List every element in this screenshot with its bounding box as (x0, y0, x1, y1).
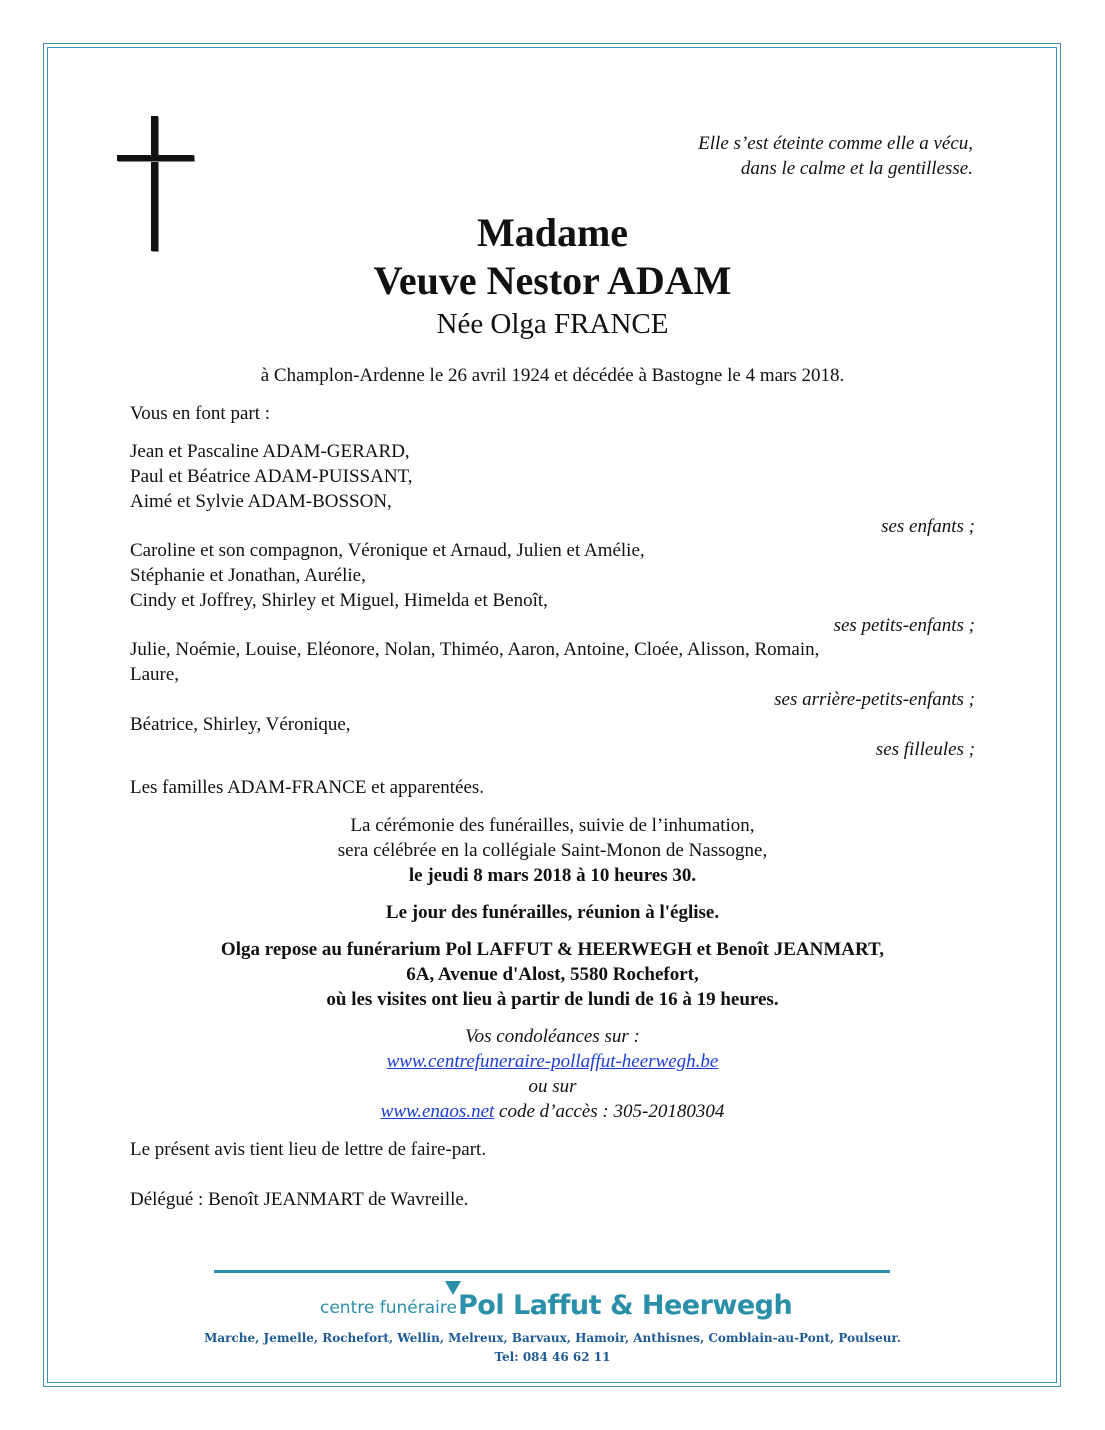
grandchildren-line-1: Caroline et son compagnon, Véronique et Arnaud, Julien et Amélie, (130, 540, 645, 561)
condolences-link-row-1 (0, 1049, 1105, 1074)
great-grandchildren-line-1: Julie, Noémie, Louise, Eléonore, Nolan, Thiméo, Aaron, Antoine, Cloée, Alisson, Romain, (130, 639, 820, 660)
maiden-name: Née Olga FRANCE (436, 308, 669, 340)
resting-line-1: Olga repose au funérarium Pol LAFFUT & HEERWEGH et Benoît JEANMART, (220, 939, 885, 960)
condolences-link-funeral-home[interactable]: www.centrefuneraire-pollaffut-heerwegh.be (386, 1051, 719, 1072)
ceremony-date: le jeudi 8 mars 2018 à 10 heures 30. (408, 865, 697, 886)
title-madame: Madame (476, 210, 629, 255)
children-line-2: Paul et Béatrice ADAM-PUISSANT, (130, 466, 413, 487)
logo-phone: Tel: 084 46 62 11 (494, 1350, 611, 1364)
ceremony-line-2: sera célébrée en la collégiale Saint-Monon de Nassogne, (337, 840, 768, 861)
delegate-text: Délégué : Benoît JEANMART de Wavreille. (130, 1189, 469, 1210)
goddaughters-line-1: Béatrice, Shirley, Véronique, (130, 714, 351, 735)
great-grandchildren-line-2: Laure, (130, 664, 180, 685)
birth-death-line: à Champlon-Ardenne le 26 avril 1924 et décédée à Bastogne le 4 mars 2018. (260, 365, 845, 386)
grandchildren-line-3: Cindy et Joffrey, Shirley et Miguel, Himelda et Benoît, (130, 590, 548, 611)
condolences-link-enaos[interactable]: www.enaos.net (380, 1101, 495, 1122)
logo-brand-name: Pol Laffut & Heerwegh (458, 1290, 793, 1321)
condolences-link-row-2 (0, 1099, 1105, 1124)
great-grandchildren-role: ses arrière-petits-enfants ; (774, 689, 975, 710)
notice-text: Le présent avis tient lieu de lettre de faire-part. (130, 1139, 487, 1160)
access-code: code d’accès : 305-20180304 (494, 1101, 725, 1122)
families-text: Les familles ADAM-FRANCE et apparentées. (130, 777, 485, 798)
condolences-or: ou sur (528, 1076, 577, 1097)
grandchildren-role: ses petits-enfants ; (833, 615, 975, 636)
goddaughters-role: ses filleules ; (875, 739, 975, 760)
resting-line-2: 6A, Avenue d'Alost, 5580 Rochefort, (406, 964, 699, 985)
children-line-3: Aimé et Sylvie ADAM-BOSSON, (130, 491, 392, 512)
intro-text: Vous en font part : (130, 403, 271, 424)
meeting-text: Le jour des funérailles, réunion à l'église. (385, 902, 720, 923)
children-line-1: Jean et Pascaline ADAM-GERARD, (130, 441, 410, 462)
epigraph-line-1: Elle s’est éteinte comme elle a vécu, (698, 133, 973, 154)
ceremony-line-1: La cérémonie des funérailles, suivie de l’inhumation, (350, 815, 755, 836)
grandchildren-line-2: Stéphanie et Jonathan, Aurélie, (130, 565, 366, 586)
resting-line-3: où les visites ont lieu à partir de lundi de 16 à 19 heures. (326, 989, 779, 1010)
logo-towns: Marche, Jemelle, Rochefort, Wellin, Melreux, Barvaux, Hamoir, Anthisnes, Comblain-au-Pont, Poulseur. (204, 1331, 901, 1345)
logo-rule (214, 1270, 890, 1273)
logo-small-text: centre funéraire (320, 1298, 457, 1318)
condolences-label: Vos condoléances sur : (465, 1026, 640, 1047)
title-name: Veuve Nestor ADAM (373, 258, 732, 303)
epigraph-line-2: dans le calme et la gentillesse. (740, 158, 973, 179)
children-role: ses enfants ; (881, 516, 975, 537)
